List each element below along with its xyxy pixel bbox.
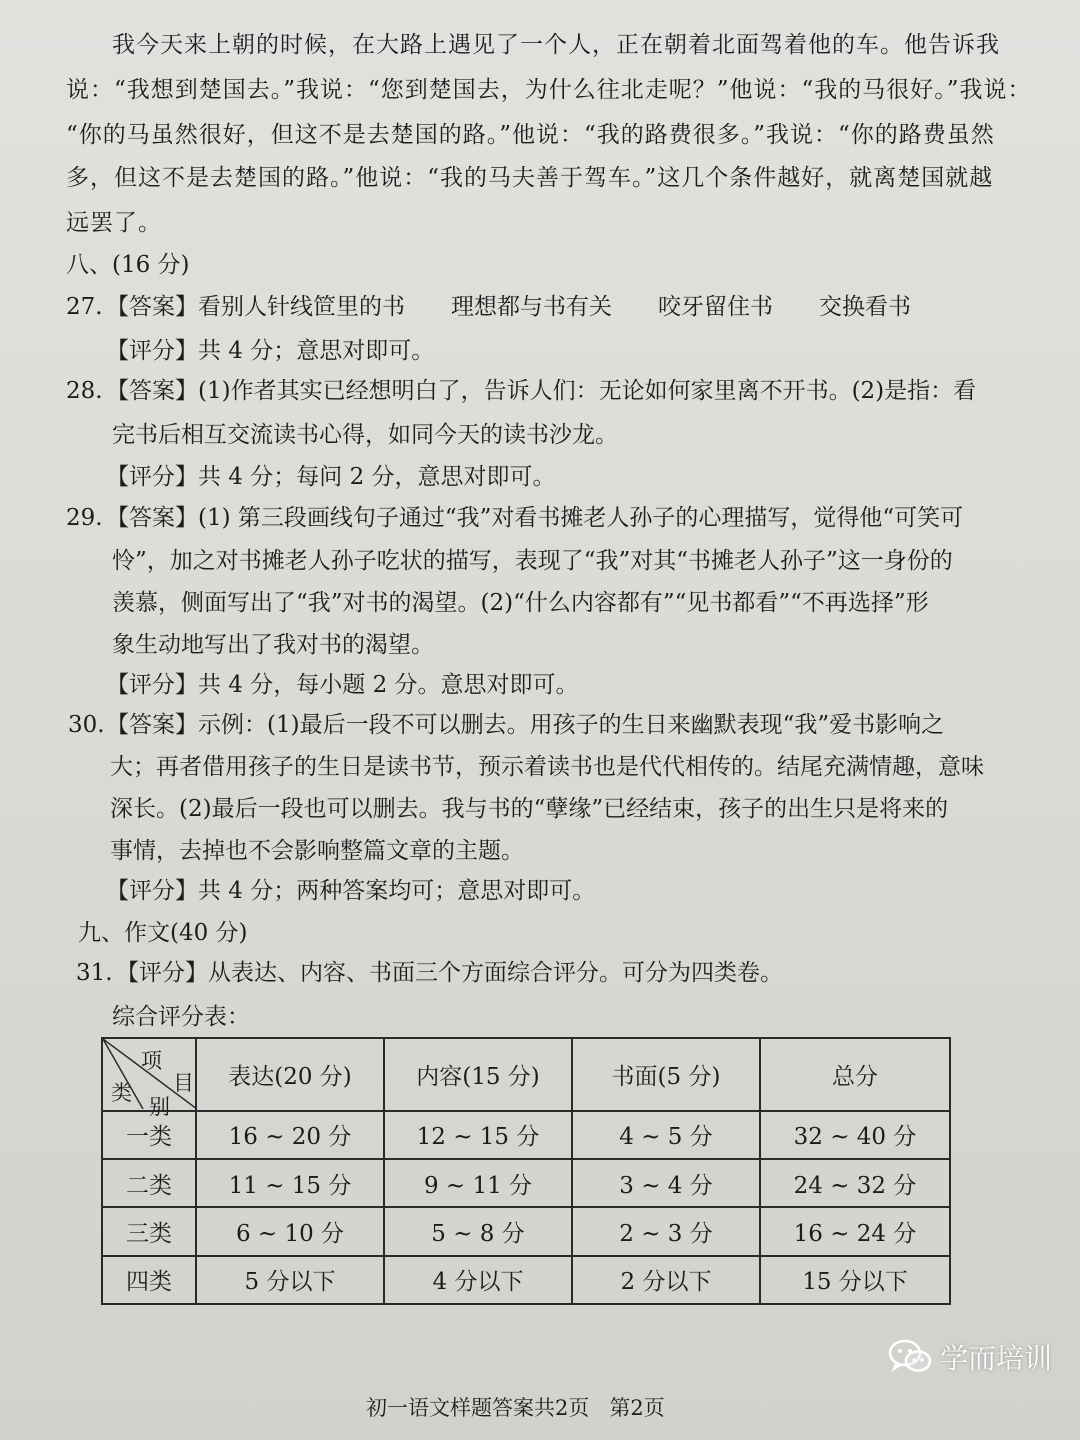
question-number: 28. <box>66 378 103 404</box>
table-row <box>102 1256 950 1304</box>
answer-text: 事情，去掉也不会影响整篇文章的主题。 <box>110 838 524 864</box>
table-cell: 16 ~ 24 分 <box>760 1207 950 1255</box>
table-corner-cell <box>102 1038 196 1119</box>
passage-line: 多，但这不是去楚国的路。”他说：“我的马夫善于驾车。”这几个条件越好，就离楚国就越 <box>66 165 994 191</box>
question-number: 27. <box>66 294 103 320</box>
answer-text: 大；再者借用孩子的生日是读书节，预示着读书也是代代相传的。结尾充满情趣，意味 <box>110 754 984 780</box>
answer-text: 羡慕，侧面写出了“我”对书的渴望。(2)“什么内容都有”“见书都看”“不再选择”形 <box>112 590 929 616</box>
score-text: 【评分】共 4 分；意思对即可。 <box>106 338 435 364</box>
table-row <box>102 1159 950 1207</box>
table-cell: 16 ~ 20 分 <box>196 1111 384 1159</box>
question-number: 29. <box>66 505 103 531</box>
score-text: 【评分】共 4 分，每小题 2 分。意思对即可。 <box>106 672 579 698</box>
column-header: 内容(15 分) <box>384 1038 572 1111</box>
table-cell: 2 ~ 3 分 <box>572 1207 760 1255</box>
passage-line: 远罢了。 <box>66 210 162 236</box>
corner-label: 目 <box>173 1071 194 1095</box>
table-cell: 24 ~ 32 分 <box>760 1159 950 1207</box>
row-category: 三类 <box>102 1207 196 1255</box>
table-cell: 4 ~ 5 分 <box>572 1111 760 1159</box>
score-text: 【评分】共 4 分；每问 2 分，意思对即可。 <box>106 464 556 490</box>
section-heading: 八、(16 分) <box>66 252 190 278</box>
table-cell: 5 分以下 <box>196 1256 384 1304</box>
footer-page-number: 第2页 <box>609 1396 665 1420</box>
passage-line: 说：“我想到楚国去。”我说：“您到楚国去，为什么往北走呢？”他说：“我的马很好。”我说： <box>66 77 1032 103</box>
column-header: 书面(5 分) <box>572 1038 760 1111</box>
table-row <box>102 1207 950 1255</box>
table-cell: 32 ~ 40 分 <box>760 1111 950 1159</box>
corner-label: 类 <box>111 1081 132 1105</box>
table-cell: 6 ~ 10 分 <box>196 1207 384 1255</box>
answer-text: 【答案】看别人针线笸里的书 理想都与书有关 咬牙留住书 交换看书 <box>106 294 911 320</box>
passage-line: 我今天来上朝的时候，在大路上遇见了一个人，正在朝着北面驾着他的车。他告诉我 <box>112 32 1000 58</box>
section-heading: 九、作文(40 分) <box>78 920 248 946</box>
table-cell: 5 ~ 8 分 <box>384 1207 572 1255</box>
column-header: 表达(20 分) <box>196 1038 384 1111</box>
page-footer <box>366 1392 685 1422</box>
table-cell: 4 分以下 <box>384 1256 572 1304</box>
row-category: 一类 <box>102 1111 196 1159</box>
scoring-table <box>101 1037 951 1305</box>
answer-text: 象生动地写出了我对书的渴望。 <box>112 632 434 658</box>
passage-line: “你的马虽然很好，但这不是去楚国的路。”他说：“我的路费很多。”我说：“你的路费虽然 <box>66 122 995 148</box>
table-cell: 15 分以下 <box>760 1256 950 1304</box>
table-cell: 12 ~ 15 分 <box>384 1111 572 1159</box>
row-category: 二类 <box>102 1159 196 1207</box>
corner-label: 别 <box>149 1095 170 1119</box>
answer-text: 【答案】(1)作者其实已经想明白了，告诉人们：无论如何家里离不开书。(2)是指：看 <box>106 378 977 404</box>
row-category: 四类 <box>102 1256 196 1304</box>
table-cell: 3 ~ 4 分 <box>572 1159 760 1207</box>
answer-text: 怜”，加之对书摊老人孙子吃状的描写，表现了“我”对其“书摊老人孙子”这一身份的 <box>112 548 953 574</box>
answer-text: 完书后相互交流读书心得，如同今天的读书沙龙。 <box>112 422 618 448</box>
answer-text: 【答案】示例：(1)最后一段不可以删去。用孩子的生日来幽默表现“我”爱书影响之 <box>106 712 945 738</box>
table-cell: 2 分以下 <box>572 1256 760 1304</box>
wechat-icon <box>888 1338 932 1376</box>
footer-title: 初一语文样题答案共2页 <box>366 1396 590 1420</box>
watermark <box>888 1337 1052 1377</box>
corner-label: 项 <box>141 1049 162 1073</box>
score-text: 【评分】共 4 分；两种答案均可；意思对即可。 <box>106 878 596 904</box>
table-row <box>102 1111 950 1159</box>
table-cell: 9 ~ 11 分 <box>384 1159 572 1207</box>
column-header: 总分 <box>760 1038 950 1111</box>
table-cell: 11 ~ 15 分 <box>196 1159 384 1207</box>
answer-text: 深长。(2)最后一段也可以删去。我与书的“孽缘”已经结束，孩子的出生只是将来的 <box>110 796 949 822</box>
question-number: 31. <box>76 960 113 986</box>
answer-text: 【评分】从表达、内容、书面三个方面综合评分。可分为四类卷。 <box>116 960 783 986</box>
question-number: 30. <box>68 712 105 738</box>
watermark-text: 学而培训 <box>940 1342 1053 1375</box>
table-header-row <box>102 1038 950 1111</box>
answer-text: 【答案】(1) 第三段画线句子通过“我”对看书摊老人孙子的心理描写，觉得他“可笑可 <box>106 505 964 531</box>
table-caption: 综合评分表： <box>112 1004 250 1030</box>
